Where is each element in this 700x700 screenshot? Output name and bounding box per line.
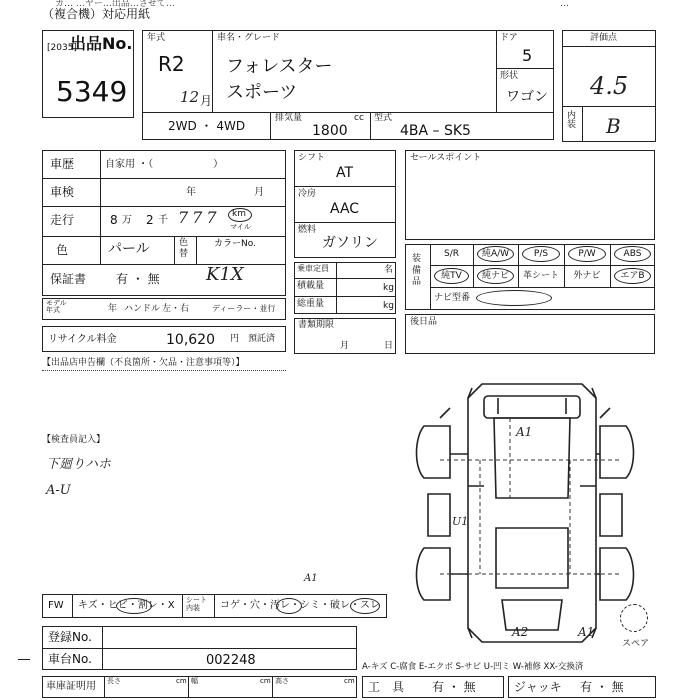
after-box	[405, 314, 655, 354]
color-no-label: カラーNo.	[214, 239, 256, 249]
fuel-label: 燃料	[298, 225, 317, 235]
equip-row1-circle-1	[477, 246, 514, 262]
history-label: 車歴	[50, 157, 75, 171]
capacity-unit: 名	[384, 265, 394, 275]
equip-row1-item-3: P/W	[578, 249, 596, 259]
mileage-sen: 2	[146, 213, 154, 227]
width-label: 幅	[191, 677, 198, 685]
equip-row1-item-0: S/R	[444, 249, 459, 259]
inspection-month: 月	[254, 187, 264, 198]
model-year-unit: 年	[108, 304, 118, 314]
load-label: 積載量	[297, 281, 325, 291]
recycle-amount: 10,620	[166, 332, 215, 348]
spare-label: スペア	[622, 639, 650, 649]
lot-prefix: [2035]	[47, 43, 77, 53]
sales-point-box	[405, 150, 655, 240]
fuel-value: ガソリン	[322, 235, 378, 251]
inspection-year: 年	[186, 187, 196, 198]
mark-rear: A2	[512, 625, 529, 639]
equip-row2-item-0: 純TV	[441, 271, 462, 281]
seat-options: コゲ・穴・汚レ・シミ・破レ・スレ	[220, 600, 380, 611]
chassis-label: 車台No.	[48, 652, 92, 666]
rating-score: 4.5	[590, 72, 629, 100]
equip-row2-circle-1	[477, 268, 514, 284]
door-label: ドア	[500, 33, 518, 43]
chassis-number: 002248	[206, 653, 256, 668]
handle-label: ハンドル	[124, 304, 161, 314]
displacement-label: 排気量	[275, 113, 303, 123]
fw-options: キズ・ヒビ・割レ・X	[78, 600, 175, 611]
equip-row1-item-1: 純A/W	[481, 249, 510, 259]
ac-value: AAC	[330, 201, 360, 217]
history-value: 自家用 ・（ ）	[105, 159, 224, 170]
shape-label: 形状	[500, 71, 519, 81]
interior-label: 内装	[567, 111, 577, 130]
form-note: （複合機）対応用紙	[42, 7, 151, 21]
equip-row2-circle-0	[434, 268, 469, 284]
recycle-unit: 円	[230, 334, 240, 344]
mark-left-side: U1	[452, 515, 469, 528]
man-unit: 万	[122, 215, 132, 226]
length-cm: cm	[176, 677, 187, 685]
reg-label: 登録No.	[48, 630, 92, 644]
color-label: 色	[56, 243, 69, 257]
navi-label: ナビ型番	[434, 293, 471, 303]
jack-value: 有 ・ 無	[580, 680, 624, 694]
capacity-label: 乗車定員	[297, 264, 329, 273]
km-unit: km	[232, 209, 246, 219]
length-label: 長さ	[107, 677, 121, 685]
handle-value: 左・右	[162, 304, 190, 314]
equip-row2-item-2: 革シート	[522, 271, 559, 281]
equip-row1-item-4: ABS	[623, 249, 642, 259]
lot-number: 5349	[56, 75, 128, 108]
mile-unit: マイル	[230, 223, 251, 231]
jack-label: ジャッキ	[514, 680, 562, 694]
equip-row1-circle-4	[614, 246, 651, 262]
seller-notes-label: 【出品店申告欄（不良箇所・欠品・注意事項等）】	[42, 358, 245, 368]
recycle-note: 預託済	[248, 334, 276, 344]
doc-day: 日	[384, 341, 394, 351]
dealer-label: ディーラー・並行	[212, 304, 276, 313]
tools-value: 有 ・ 無	[432, 680, 476, 694]
gross-unit: kg	[383, 301, 394, 311]
car-diagram	[410, 378, 640, 648]
mark-fw: A1	[304, 573, 318, 584]
equip-row1-item-2: P/S	[533, 249, 549, 259]
drive-value: 2WD ・ 4WD	[168, 119, 246, 133]
model-value: 4BA – SK5	[400, 123, 471, 139]
equip-row2-item-1: 純ナビ	[481, 271, 509, 281]
door-value: 5	[522, 46, 533, 65]
equip-row2-item-4: エアB	[620, 271, 645, 281]
height-cm: cm	[344, 677, 355, 685]
mark-rear-right: A1	[578, 625, 595, 639]
mileage-rest: 777	[178, 208, 221, 227]
sales-label: セールスポイント	[410, 153, 482, 163]
month-unit: 月	[200, 94, 213, 108]
doc-month: 月	[340, 341, 350, 351]
color-number: K1X	[206, 264, 244, 285]
rating-label: 評価点	[590, 33, 618, 43]
year-label: 年式	[147, 33, 166, 43]
damage-legend: A-キズ C-腐食 E-エクボ S-サビ U-凹ミ W-補修 XX-交換済	[362, 662, 584, 672]
year-value: R2	[158, 52, 185, 76]
interior-grade: B	[606, 114, 621, 138]
tools-label: 工 具	[368, 680, 405, 694]
car-body-outline	[468, 384, 596, 642]
inspector-line2: A-U	[46, 483, 71, 498]
gross-label: 総重量	[297, 299, 325, 309]
equip-row2-item-3: 外ナビ	[573, 271, 601, 281]
car-grade: スポーツ	[226, 82, 298, 103]
inspection-label: 車検	[50, 185, 75, 199]
top-right-cut: …	[560, 0, 569, 9]
ac-label: 冷房	[298, 189, 317, 199]
equip-row1-circle-2	[522, 246, 560, 262]
model-year-label: モデル年式	[46, 299, 67, 314]
fw-label: FW	[48, 600, 64, 611]
model-label: 型式	[374, 113, 393, 123]
equip-row2-circle-4	[614, 268, 651, 284]
seat-label: シート内装	[186, 596, 207, 612]
inspector-line1: 下廻りハホ	[46, 457, 112, 472]
month-value: 12	[180, 88, 200, 106]
sen-unit: 千	[158, 215, 168, 226]
displacement-value: 1800	[312, 123, 348, 139]
width-cm: cm	[260, 677, 271, 685]
equip-row1-circle-3	[568, 246, 606, 262]
after-label: 後日品	[410, 317, 438, 327]
equip-label: 装備品	[412, 254, 422, 288]
cc-unit: cc	[354, 113, 364, 123]
color-value: パール	[108, 241, 150, 257]
color-change-label: 色替	[179, 238, 189, 259]
recycle-label: リサイクル料金	[48, 334, 117, 345]
warranty-value: 有 ・ 無	[116, 272, 160, 286]
lot-label: 出品No.	[70, 34, 133, 53]
inspector-label: 【検査員記入】	[42, 435, 106, 445]
load-unit: kg	[383, 283, 394, 293]
name-label: 車名・グレード	[217, 33, 281, 43]
mileage-label: 走行	[50, 213, 75, 227]
shape-value: ワゴン	[506, 89, 548, 105]
car-name: フォレスター	[226, 56, 333, 77]
mileage-man: 8	[110, 213, 118, 227]
doc-label: 書類期限	[298, 320, 335, 330]
height-label: 高さ	[275, 677, 289, 685]
cert-label: 車庫証明用	[46, 681, 96, 692]
shift-value: AT	[336, 165, 354, 181]
mark-hood: A1	[516, 425, 533, 439]
spare-tire-circle	[620, 604, 648, 632]
top-cut-text: カ… …ヤー…出品…させて…	[55, 0, 175, 9]
warranty-label: 保証書	[50, 272, 87, 286]
shift-label: シフト	[298, 153, 326, 163]
